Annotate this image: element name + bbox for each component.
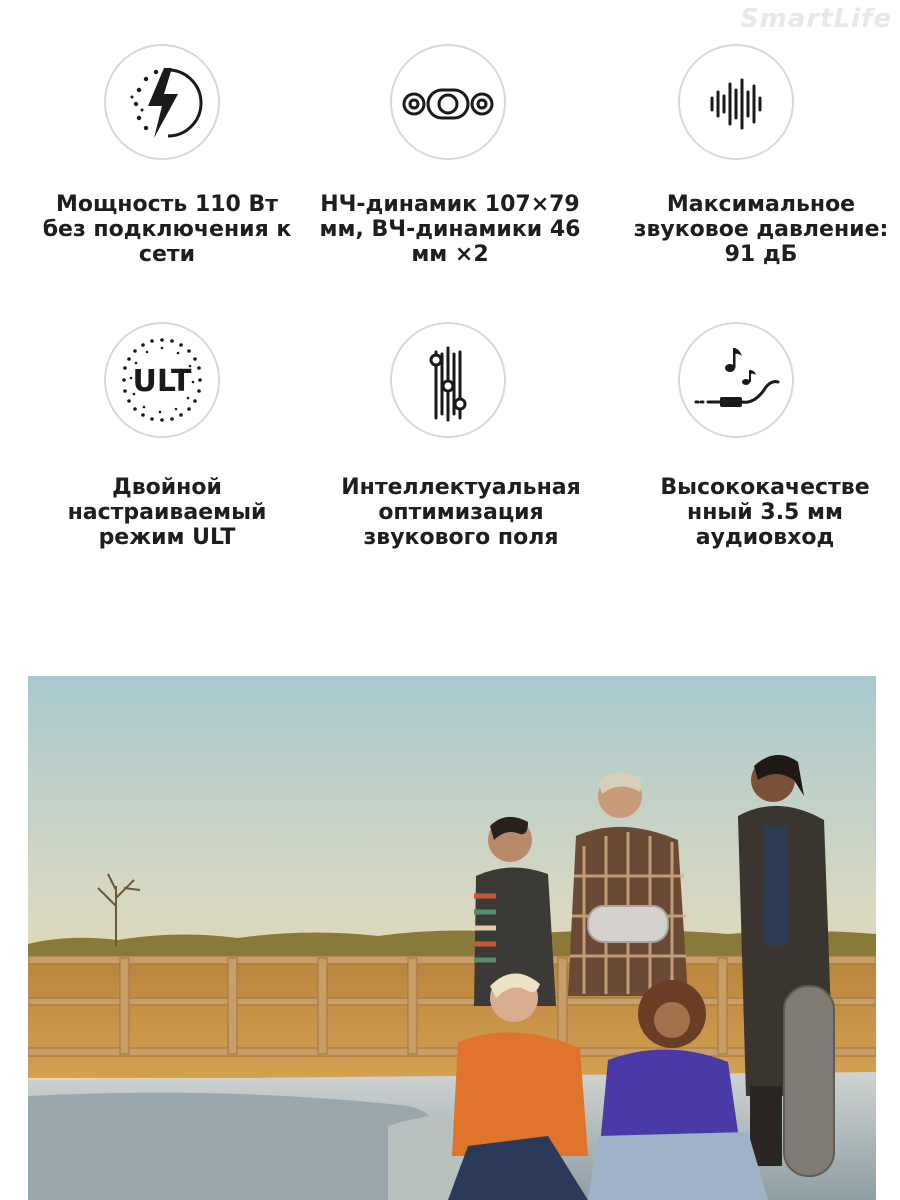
- feature-caption-audio-input: Высококачестве нный 3.5 мм аудиовход: [660, 475, 870, 550]
- feature-caption-pressure: Максимальное звуковое давление: 91 дБ: [633, 192, 889, 267]
- feature-caption-power: Мощность 110 Вт без подключения к сети: [42, 192, 292, 267]
- feature-caption-drivers: НЧ-динамик 107×79 мм, ВЧ-динамики 46 мм ×2: [319, 192, 581, 267]
- lifestyle-photo: [28, 676, 876, 1200]
- ult-icon-text: ULT: [132, 364, 192, 399]
- watermark-logo: SmartLife: [739, 4, 892, 34]
- sound-wave-icon: [678, 44, 794, 160]
- lightning-icon: [104, 44, 220, 160]
- ult-icon: [104, 322, 220, 438]
- audio-jack-icon: [678, 322, 794, 438]
- feature-caption-optimization: Интеллектуальная оптимизация звукового поля: [341, 475, 581, 550]
- equalizer-icon: [390, 322, 506, 438]
- feature-caption-ult: Двойной настраиваемый режим ULT: [67, 475, 267, 550]
- speaker-drivers-icon: [390, 44, 506, 160]
